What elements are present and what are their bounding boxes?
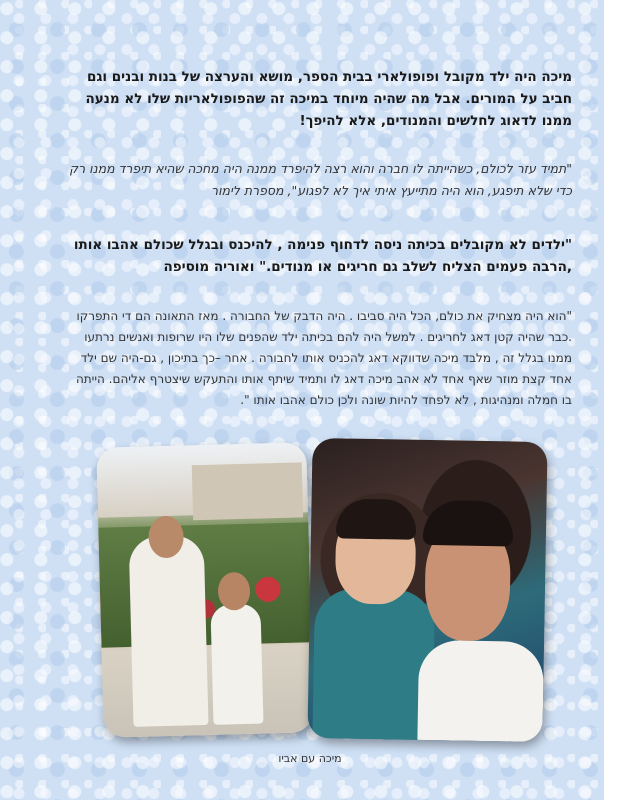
page-edge (604, 0, 619, 800)
photo-father-son-portrait (307, 438, 547, 742)
photo-father-son-garden (96, 442, 314, 737)
quote-limor: "תמיד עזר לכולם, כשהייתה לו חברה והוא רצה להיפרד ממנה היה מחכה שהיא תיפרד ממנו רק כדי שלא תיפגע, הוא היה מתייעץ איתי איך לא לפגוע", מספרת לימור (69, 161, 572, 198)
photo-caption: מיכה עם אביו (278, 752, 342, 765)
paragraph-intro: מיכה היה ילד מקובל ופופולארי בבית הספר, מושא והערצה של בנות ובנים וגם חביב על המורים. אבל מה שהיה מיוחד במיכה זה שהפופולאריות שלו לא מנעה ממנו לדאוג לחלשים והמנודים, אלא להיפך! (85, 69, 572, 129)
quote-uriya: "הוא היה מצחיק את כולם, הכל היה סביבו . היה הדבק של החבורה . מאז התאונה הם די התפרקו .כבר שהיה קטן דאג לחריגים . למשל היה להם בכיתה ילד שהפנים שלו היו שרופות ואנשים נרתעו ממנו בגלל זה , מלבד מיכה שדווקא דאג להכניס אותו לחבורה . אחר –כך בתיכון , גם-היה שם ילד אחד קצת מוזר שאף אחד לא אהב מיכה דאג לו ותמיד שיתף אותו והתעקש שיצטרף אליהם. הייתה בו חמלה ומנהיגות , לא לפחד להיות שונה ולכן כולם אהבו אותו ". (75, 309, 572, 407)
quote-uriya-intro: "ילדים לא מקובלים בכיתה ניסה לדחוף פנימה , להיכנס ובגלל שכולם אהבו אותו ,הרבה פעמים הצליח לשלב גם חריגים או מנודים." ואוריה מוסיפה (73, 237, 572, 275)
